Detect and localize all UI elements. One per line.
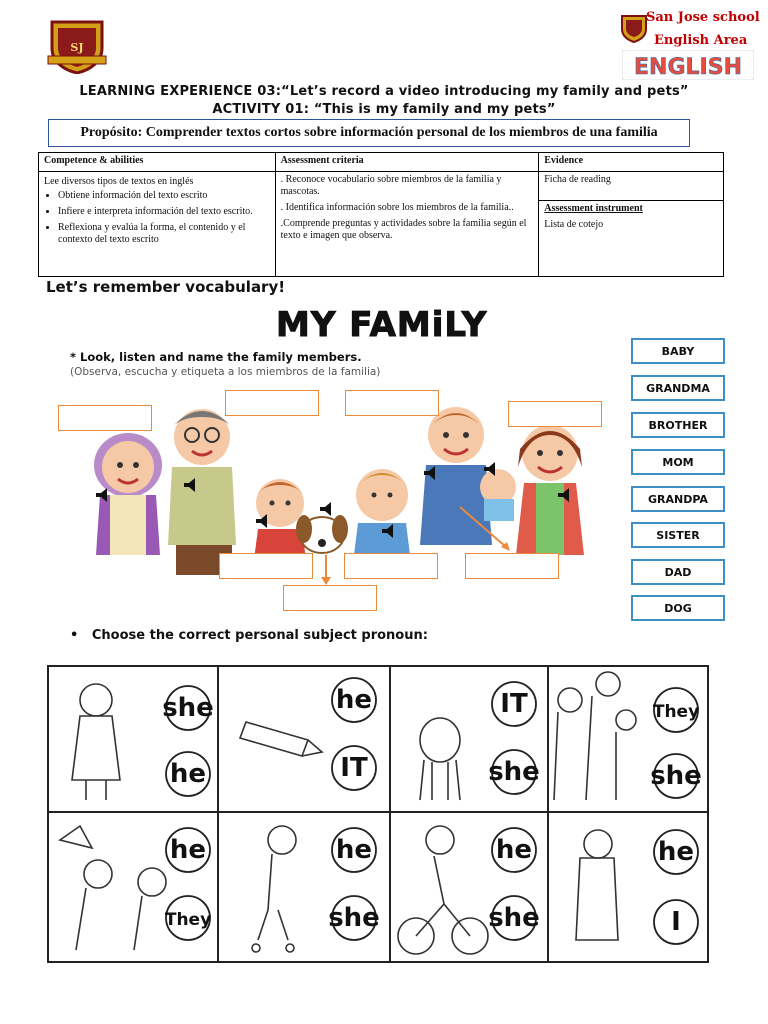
boy-drawing: [576, 830, 618, 940]
pronoun-option[interactable]: IT: [340, 753, 368, 783]
svg-text:SJ: SJ: [70, 41, 84, 54]
pronoun-option[interactable]: she: [328, 903, 380, 933]
criteria-item: . Reconoce vocabulario sobre miembros de la familia y mascotas.: [280, 174, 502, 197]
kids-drawing: [60, 826, 166, 950]
vocabulary-heading: Let’s remember vocabulary!: [46, 278, 286, 296]
dog-drawing: [420, 718, 460, 800]
area-name: English Area: [654, 33, 748, 48]
vocab-word-brother[interactable]: BROTHER: [631, 412, 725, 438]
english-logo: [622, 50, 754, 80]
bullet: •: [70, 628, 92, 643]
pronoun-option[interactable]: I: [671, 907, 681, 937]
vocab-word-dog[interactable]: DOG: [631, 595, 725, 621]
pronoun-option[interactable]: IT: [500, 689, 528, 719]
pronoun-option[interactable]: he: [335, 685, 373, 715]
vocab-word-grandpa[interactable]: GRANDPA: [631, 486, 725, 512]
competence-item: • Infiere e interpreta información del texto escrito.: [58, 206, 270, 218]
criteria-cell: [275, 172, 539, 277]
cyclist-drawing: [398, 826, 488, 954]
competence-item: • Reflexiona y evalúa la forma, el contenido y el contexto del texto escrito: [58, 222, 270, 246]
purpose-box: Propósito: Comprender textos cortos sobre información personal de los miembros de una familia: [48, 119, 690, 147]
pronoun-option[interactable]: he: [495, 835, 533, 865]
family-label-box[interactable]: [344, 553, 438, 579]
girl-drawing: [72, 684, 120, 800]
pencil-drawing: [240, 722, 322, 756]
evidence-value: Ficha de reading: [539, 172, 724, 201]
pronoun-option[interactable]: she: [650, 761, 702, 791]
family-label-box[interactable]: [58, 405, 152, 431]
family-label-box[interactable]: [225, 390, 319, 416]
pronoun-option[interactable]: They: [164, 910, 212, 930]
pronoun-option[interactable]: she: [488, 757, 540, 787]
svg-text:ENGLISH: ENGLISH: [634, 55, 742, 80]
instrument-label: Assessment instrument: [544, 203, 643, 214]
competence-cell: [39, 172, 276, 277]
pronoun-option[interactable]: she: [162, 693, 214, 723]
vocabulary-instruction-es: (Observa, escucha y etiqueta a los miembros de la familia): [70, 366, 381, 378]
criteria-item: . Identifica información sobre los miembros de la familia..: [280, 202, 514, 213]
pronoun-instruction: [70, 628, 428, 643]
vocab-word-mom[interactable]: MOM: [631, 449, 725, 475]
header-criteria: Assessment criteria: [275, 153, 539, 172]
vocabulary-instruction: * Look, listen and name the family members.: [70, 350, 362, 364]
vocab-word-grandma[interactable]: GRANDMA: [631, 375, 725, 401]
vocab-word-baby[interactable]: BABY: [631, 338, 725, 364]
header-competence: Competence & abilities: [39, 153, 276, 172]
pronoun-instruction-text: Choose the correct personal subject pronoun:: [91, 628, 428, 643]
criteria-table: [38, 152, 724, 277]
brother-figure: [354, 469, 410, 555]
school-name: San Jose school: [646, 10, 760, 25]
my-family-title: MY FAMiLY: [276, 305, 488, 345]
school-crest-small-logo: [619, 14, 649, 44]
mom-figure: [516, 425, 584, 555]
criteria-item: .Comprende preguntas y actividades sobre la familia según el texto e imagen que observa.: [280, 218, 527, 241]
skater-drawing: [252, 826, 296, 952]
grandpa-figure: [168, 409, 236, 575]
pronoun-option[interactable]: he: [169, 759, 207, 789]
pronoun-grid: [46, 660, 710, 965]
competence-item: • Obtiene información del texto escrito: [58, 190, 270, 202]
pronoun-option[interactable]: he: [335, 835, 373, 865]
pronoun-option[interactable]: They: [652, 702, 700, 722]
baby-figure: [480, 469, 516, 521]
pronoun-option[interactable]: he: [169, 835, 207, 865]
pronoun-option[interactable]: he: [657, 837, 695, 867]
learning-experience-title: LEARNING EXPERIENCE 03:“Let’s record a video introducing my family and pets”: [79, 84, 689, 99]
vocab-word-dad[interactable]: DAD: [631, 559, 725, 585]
activity-title: ACTIVITY 01: “This is my family and my pets”: [212, 102, 556, 117]
family-label-box[interactable]: [345, 390, 439, 416]
family-drawing: [554, 672, 636, 800]
family-label-box[interactable]: [283, 585, 377, 611]
family-label-box[interactable]: [508, 401, 602, 427]
instrument-cell: [539, 201, 724, 277]
pronoun-option[interactable]: she: [488, 903, 540, 933]
competence-intro: Lee diversos tipos de textos en inglés: [44, 176, 194, 187]
school-crest-logo: [46, 18, 108, 74]
family-label-box[interactable]: [219, 553, 313, 579]
header-evidence: Evidence: [539, 153, 724, 172]
vocab-word-sister[interactable]: SISTER: [631, 522, 725, 548]
instrument-value: Lista de cotejo: [544, 219, 604, 230]
family-label-box[interactable]: [465, 553, 559, 579]
